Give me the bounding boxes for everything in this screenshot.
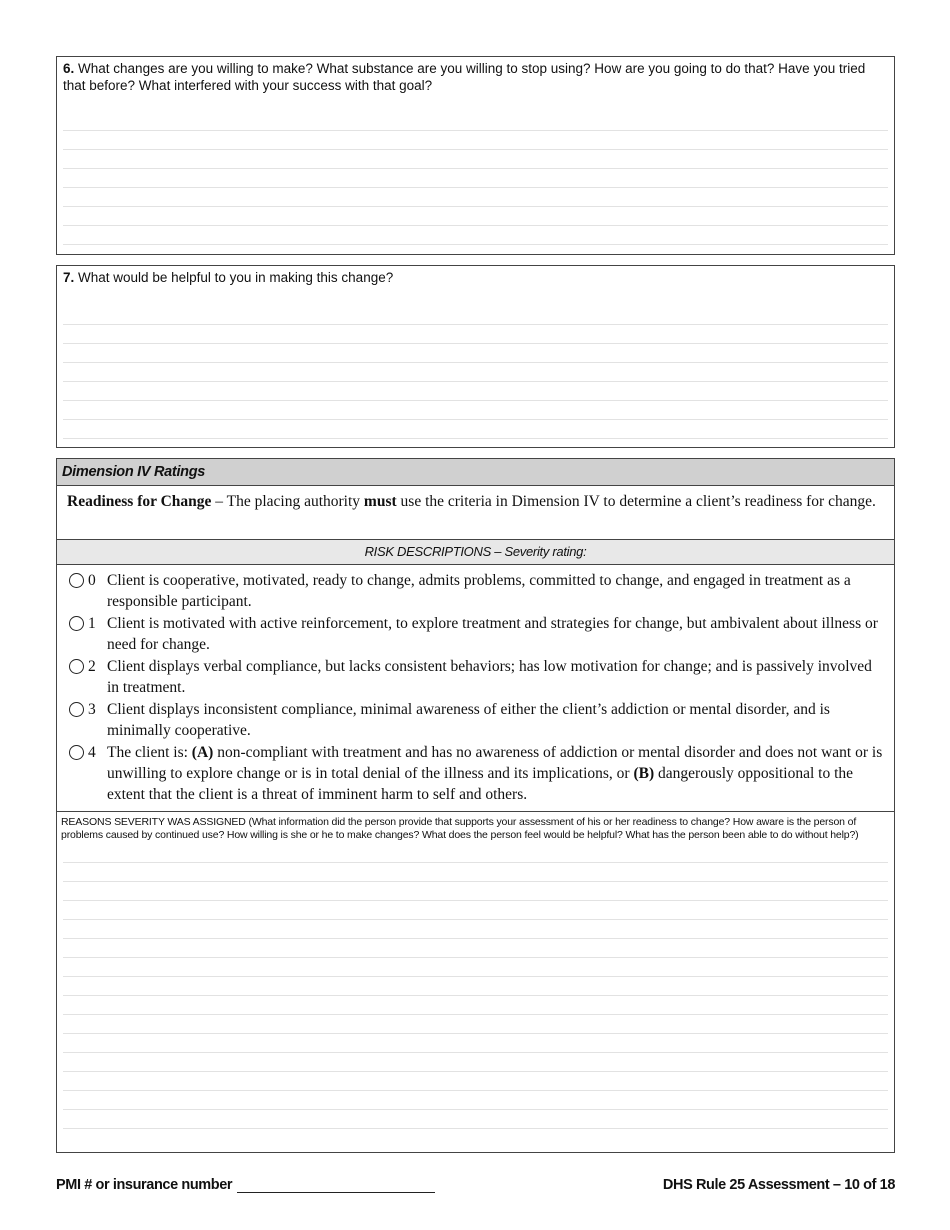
radio-circle-icon[interactable] [69,616,84,631]
severity-option-4[interactable]: 4 The client is: (A) non-compliant with treatment and has no awareness of addiction or mental disorder and does not want or is unwilling to explore change or is in total denial of the illness and its implications, or (B) dangerously oppositional to the extent that the client is a threat of imminent harm to self and others. [69,742,884,805]
severity-rating-options [57,565,894,812]
radio-circle-icon[interactable] [69,745,84,760]
question-7-text: 7. What would be helpful to you in making this change? [63,270,394,285]
severity-option-2[interactable]: 2 Client displays verbal compliance, but lacks consistent behaviors; has low motivation for change; and is passively involved in treatment. [69,656,884,698]
question-6-answer-area[interactable] [63,112,888,245]
dimension-iv-header: Dimension IV Ratings [57,459,894,486]
pmi-label: PMI # or insurance number [56,1177,233,1193]
severity-option-3[interactable]: 3 Client displays inconsistent compliance, minimal awareness of either the client’s addiction or mental disorder, and is minimally cooperative. [69,699,884,741]
question-6-number: 6. [63,61,75,76]
reasons-answer-area[interactable] [63,844,888,1129]
page-footer [56,1175,895,1197]
question-7-box [56,265,895,448]
question-7-number: 7. [63,270,75,285]
severity-option-1[interactable]: 1 Client is motivated with active reinforcement, to explore treatment and strategies for change, but ambivalent about illness or need for change. [69,613,884,655]
readiness-for-change-text: Readiness for Change – The placing authority must use the criteria in Dimension IV to determine a client’s readiness for change. [57,486,894,540]
radio-circle-icon[interactable] [69,659,84,674]
radio-circle-icon[interactable] [69,702,84,717]
risk-descriptions-header: RISK DESCRIPTIONS – Severity rating: [57,540,894,565]
severity-option-0[interactable]: 0 Client is cooperative, motivated, ready to change, admits problems, committed to change, and engaged in treatment as a responsible participant. [69,570,884,612]
question-7-answer-area[interactable] [63,306,888,439]
pmi-field [56,1177,435,1193]
pmi-input-line[interactable] [237,1179,435,1193]
page-number-label: DHS Rule 25 Assessment – 10 of 18 [662,1177,895,1193]
dimension-iv-section [56,458,895,1153]
question-6-box [56,56,895,255]
reasons-severity-label: REASONS SEVERITY WAS ASSIGNED (What information did the person provide that supports your assessment of his or her readiness to change? How aware is the person of problems caused by continued use? How willing is she or he to make changes? What does the person feel would be helpful? What has the person been able to do without help?) [61,816,859,841]
question-6-text: 6. What changes are you willing to make? What substance are you willing to stop using? How are you going to do that? Have you tried that before? What interfered with your success with that goal? [63,61,866,93]
radio-circle-icon[interactable] [69,573,84,588]
